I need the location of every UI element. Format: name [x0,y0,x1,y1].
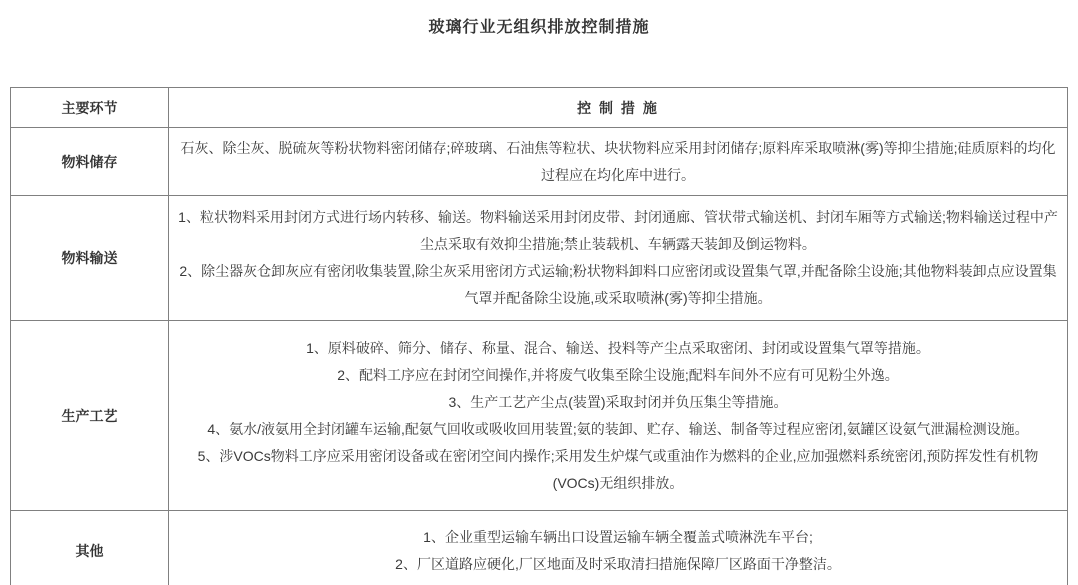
stage-label: 生产工艺 [11,321,169,511]
measures-cell [169,511,1068,585]
table-row-other [11,511,1068,585]
measures-cell [169,128,1068,196]
measure-paragraph: 2、厂区道路应硬化,厂区地面及时采取清扫措施保障厂区路面干净整洁。 [395,555,841,572]
stage-label: 其他 [11,511,169,585]
measure-paragraph: 2、除尘器灰仓卸灰应有密闭收集装置,除尘灰采用密闭方式运输;粉状物料卸料口应密闭或设置集气罩,并配备除尘设施;其他物料装卸点应设置集气罩并配备除尘设施,或采取喷淋(雾)等抑尘措施。 [179,263,1057,306]
page-title: 玻璃行业无组织排放控制措施 [428,19,650,36]
header-row [11,88,1068,128]
measure-paragraph: 5、涉VOCs物料工序应采用密闭设备或在密闭空间内操作;采用发生炉煤气或重油作为燃料的企业,应加强燃料系统密闭,预防挥发性有机物(VOCs)无组织排放。 [197,447,1039,491]
measure-paragraph: 1、企业重型运输车辆出口设置运输车辆全覆盖式喷淋洗车平台; [423,528,813,545]
stage-label: 物料储存 [11,128,169,196]
measure-paragraph: 4、氨水/液氨用全封闭罐车运输,配氨气回收或吸收回用装置;氨的装卸、贮存、输送、制备等过程应密闭,氨罐区设氨气泄漏检测设施。 [207,420,1029,437]
stage-label: 物料输送 [11,196,169,321]
column-header-stage: 主要环节 [11,88,169,128]
measures-cell [169,196,1068,321]
measure-paragraph: 石灰、除尘灰、脱硫灰等粉状物料密闭储存;碎玻璃、石油焦等粒状、块状物料应采用封闭储存;原料库采取喷淋(雾)等抑尘措施;硅质原料的均化过程应在均化库中进行。 [180,139,1056,183]
table-row-material-transport [11,196,1068,321]
measure-paragraph: 2、配料工序应在封闭空间操作,并将废气收集至除尘设施;配料车间外不应有可见粉尘外逸。 [337,366,899,383]
table-row-production-process [11,321,1068,511]
table-row-material-storage [11,128,1068,196]
measures-cell [169,321,1068,511]
measure-paragraph: 1、粒状物料采用封闭方式进行场内转移、输送。物料输送采用封闭皮带、封闭通廊、管状带式输送机、封闭车厢等方式输送;物料输送过程中产尘点采取有效抑尘措施;禁止装载机、车辆露天装卸及倒运物料。 [178,209,1058,252]
measure-paragraph: 1、原料破碎、筛分、储存、称量、混合、输送、投料等产尘点采取密闭、封闭或设置集气罩等措施。 [306,339,930,356]
control-measures-table [10,87,1068,585]
column-header-measures: 控 制 措 施 [169,88,1068,128]
measure-paragraph: 3、生产工艺产尘点(装置)采取封闭并负压集尘等措施。 [448,393,788,410]
